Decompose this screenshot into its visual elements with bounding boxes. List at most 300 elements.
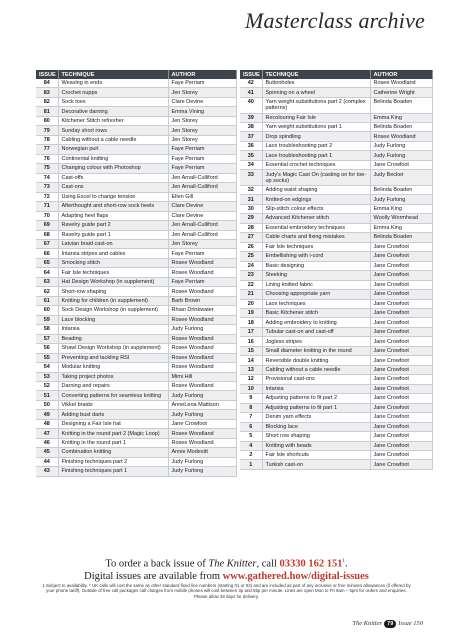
issue-number: 72 — [36, 192, 58, 201]
issue-number: 52 — [36, 382, 58, 391]
author-name: Jane Crowfoot — [370, 441, 432, 450]
issue-number: 30 — [240, 204, 262, 213]
table-row — [240, 88, 432, 97]
author-name: Jane Crowfoot — [370, 261, 432, 270]
technique-name: Yarn weight substitutions part 1 — [262, 122, 370, 131]
author-name: Jane Crowfoot — [168, 419, 236, 428]
author-name: Faye Perriam — [168, 249, 236, 258]
page-title: Masterclass archive — [245, 8, 425, 33]
table-row — [240, 151, 432, 160]
author-name: Faye Perriam — [168, 145, 236, 154]
author-name: Jen Arnall-Culliford — [168, 173, 236, 182]
author-name: Belinda Boaden — [370, 97, 432, 113]
technique-name: Finishing techniques part 1 — [58, 467, 168, 476]
technique-name: Denim yarn effects — [262, 413, 370, 422]
column-header-technique: TECHNIQUE — [58, 70, 168, 79]
author-name: Judy Furlong — [168, 391, 236, 400]
digital-issues-link[interactable]: www.gathered.how/digital-issues — [222, 570, 369, 582]
issue-number: 75 — [36, 164, 58, 173]
table-row — [240, 79, 432, 88]
table-row — [36, 457, 236, 466]
table-row — [36, 249, 236, 258]
author-name: Rosee Woodland — [168, 334, 236, 343]
table-row — [36, 221, 236, 230]
issue-number: 6 — [240, 422, 262, 431]
issue-number: 61 — [36, 296, 58, 305]
digital-issue-line — [0, 571, 453, 583]
page-folio — [352, 620, 423, 628]
issue-number: 55 — [36, 353, 58, 362]
author-name: Rosee Woodland — [168, 429, 236, 438]
table-row — [240, 432, 432, 441]
technique-name: Reversible double knitting — [262, 356, 370, 365]
table-row — [240, 280, 432, 289]
technique-name: Embellishing with i-cord — [262, 252, 370, 261]
author-name: Jane Crowfoot — [370, 451, 432, 460]
technique-name: Cabling without a cable needle — [58, 135, 168, 144]
author-name: Judy Furlong — [370, 195, 432, 204]
table-row — [36, 438, 236, 447]
table-row — [240, 327, 432, 336]
column-header-issue: ISSUE — [36, 70, 58, 79]
issue-number: 69 — [36, 221, 58, 230]
table-row — [240, 403, 432, 412]
author-name: Jane Crowfoot — [370, 375, 432, 384]
technique-name: Using Excel to change tension — [58, 192, 168, 201]
technique-name: Cast-offs — [58, 173, 168, 182]
issue-number: 34 — [240, 160, 262, 169]
author-name: Jen Storey — [168, 116, 236, 125]
table-row — [36, 382, 236, 391]
issue-number: 65 — [36, 258, 58, 267]
issue-number: 28 — [240, 223, 262, 232]
issue-number: 42 — [240, 79, 262, 88]
table-row — [240, 441, 432, 450]
table-row — [36, 325, 236, 334]
issue-number: 16 — [240, 337, 262, 346]
technique-name: Sunday short rows — [58, 126, 168, 135]
author-name: Jane Crowfoot — [370, 160, 432, 169]
technique-name: Lining knitted fabric — [262, 280, 370, 289]
issue-number: 59 — [36, 315, 58, 324]
author-name: Belinda Boaden — [370, 233, 432, 242]
issue-number: 1 — [240, 460, 262, 469]
footnote-marker: 1 — [342, 559, 346, 564]
table-row — [36, 391, 236, 400]
issue-number: 77 — [36, 145, 58, 154]
table-row — [36, 145, 236, 154]
author-name: Emma King — [370, 204, 432, 213]
issue-number: 36 — [240, 141, 262, 150]
author-name: Ellen Gill — [168, 192, 236, 201]
table-row — [240, 214, 432, 223]
author-name: Jen Storey — [168, 126, 236, 135]
author-name: Judy Becker — [370, 170, 432, 186]
issue-number: 35 — [240, 151, 262, 160]
technique-name: Decorative darning — [58, 107, 168, 116]
table-row — [36, 296, 236, 305]
issue-number: 49 — [36, 410, 58, 419]
table-row — [240, 132, 432, 141]
author-name: Emma King — [370, 113, 432, 122]
technique-name: Essential crochet techniques — [262, 160, 370, 169]
cta-text: To order a back issue of — [105, 558, 209, 570]
table-row — [36, 164, 236, 173]
technique-name: Basic designing — [262, 261, 370, 270]
issue-number: 12 — [240, 375, 262, 384]
table-row — [240, 365, 432, 374]
technique-name: Taking project photos — [58, 372, 168, 381]
technique-name: Cast-ons — [58, 183, 168, 192]
author-name: Jane Crowfoot — [370, 460, 432, 469]
issue-number: 84 — [36, 79, 58, 88]
technique-name: Knitting with beads — [262, 441, 370, 450]
technique-name: Fair Isle techniques — [262, 242, 370, 251]
table-row — [36, 154, 236, 163]
technique-name: Ravelry guide part 1 — [58, 230, 168, 239]
technique-name: Sock toes — [58, 97, 168, 106]
issue-number: 40 — [240, 97, 262, 113]
technique-name: Drop spindling — [262, 132, 370, 141]
technique-name: Essential embroidery techniques — [262, 223, 370, 232]
table-row — [36, 173, 236, 182]
author-name: Rosee Woodland — [168, 438, 236, 447]
issue-number: 80 — [36, 116, 58, 125]
author-name: Woolly Wormhead — [370, 214, 432, 223]
archive-table-right — [240, 70, 433, 470]
technique-name: Intarsia — [58, 325, 168, 334]
table-row — [36, 306, 236, 315]
issue-number: 50 — [36, 400, 58, 409]
table-row — [36, 287, 236, 296]
issue-number: 83 — [36, 88, 58, 97]
technique-name: Modular knitting — [58, 363, 168, 372]
table-row — [36, 116, 236, 125]
technique-name: Beading — [58, 334, 168, 343]
table-row — [240, 290, 432, 299]
table-row — [36, 239, 236, 248]
table-row — [36, 183, 236, 192]
technique-name: Lace troubleshooting part 2 — [262, 141, 370, 150]
issue-number: 27 — [240, 233, 262, 242]
author-name: Jane Crowfoot — [370, 403, 432, 412]
technique-name: Jogless stripes — [262, 337, 370, 346]
table-row — [240, 170, 432, 186]
author-name: Jane Crowfoot — [370, 308, 432, 317]
author-name: Jane Crowfoot — [370, 346, 432, 355]
table-row — [240, 252, 432, 261]
technique-name: Turkish cast-on — [262, 460, 370, 469]
author-name: Faye Perriam — [168, 154, 236, 163]
table-row — [240, 204, 432, 213]
issue-number: 67 — [36, 239, 58, 248]
author-name: Rhian Drinkwater — [168, 306, 236, 315]
table-row — [36, 192, 236, 201]
issue-number: 82 — [36, 97, 58, 106]
technique-name: Lace troubleshooting part 1 — [262, 151, 370, 160]
author-name: Jane Crowfoot — [370, 356, 432, 365]
table-row — [240, 318, 432, 327]
technique-name: Basic Kitchener stitch — [262, 308, 370, 317]
issue-number: 24 — [240, 261, 262, 270]
technique-name: Intarsia — [262, 384, 370, 393]
issue-number: 13 — [240, 365, 262, 374]
technique-name: Judy's Magic Cast On (casting on for toe-up socks) — [262, 170, 370, 186]
table-row — [36, 400, 236, 409]
author-name: Judy Furlong — [168, 457, 236, 466]
issue-number: 63 — [36, 277, 58, 286]
technique-name: Lace techniques — [262, 299, 370, 308]
technique-name: Fair Isle shortcuts — [262, 451, 370, 460]
issue-number: 78 — [36, 135, 58, 144]
issue-number: 2 — [240, 451, 262, 460]
author-name: Barb Brown — [168, 296, 236, 305]
issue-number: 19 — [240, 308, 262, 317]
table-row — [240, 460, 432, 469]
author-name: Rosee Woodland — [168, 315, 236, 324]
table-row — [36, 268, 236, 277]
author-name: Judy Furlong — [168, 467, 236, 476]
cta-text: . — [345, 558, 348, 570]
author-name: Faye Perriam — [168, 164, 236, 173]
issue-number: 14 — [240, 356, 262, 365]
author-name: Jane Crowfoot — [370, 290, 432, 299]
technique-name: Smocking stitch — [58, 258, 168, 267]
table-header-row — [36, 70, 236, 79]
technique-name: Tubular cast-on and cast-off — [262, 327, 370, 336]
table-row — [36, 353, 236, 362]
technique-name: Shawl Design Workshop (in supplement) — [58, 344, 168, 353]
author-name: Rosee Woodland — [168, 258, 236, 267]
technique-name: Changing colour with Photoshop — [58, 164, 168, 173]
table-row — [36, 467, 236, 476]
author-name: Jane Crowfoot — [370, 432, 432, 441]
technique-name: Latvian braid cast-on — [58, 239, 168, 248]
author-name: Clare Devine — [168, 202, 236, 211]
issue-number: 32 — [240, 185, 262, 194]
issue-number: 58 — [36, 325, 58, 334]
table-row — [36, 363, 236, 372]
column-header-issue: ISSUE — [240, 70, 262, 79]
author-name: Belinda Boaden — [370, 122, 432, 131]
technique-name: Fair Isle techniques — [58, 268, 168, 277]
table-row — [240, 233, 432, 242]
technique-name: Yarn weight substitutions part 2 (complex patterns) — [262, 97, 370, 113]
table-header-row — [240, 70, 432, 79]
issue-number: 43 — [36, 467, 58, 476]
table-row — [240, 113, 432, 122]
issue-number: 31 — [240, 195, 262, 204]
table-row — [240, 375, 432, 384]
author-name: Judy Furlong — [370, 151, 432, 160]
issue-number: 39 — [240, 113, 262, 122]
technique-name: Converting patterns for seamless knitting — [58, 391, 168, 400]
author-name: Jen Arnall-Culliford — [168, 183, 236, 192]
issue-number: 41 — [240, 88, 262, 97]
issue-number: 74 — [36, 173, 58, 182]
author-name: Rosee Woodland — [168, 363, 236, 372]
issue-number: 62 — [36, 287, 58, 296]
page-number: 79 — [384, 620, 396, 628]
technique-name: Small diameter knitting in the round — [262, 346, 370, 355]
author-name: Jane Crowfoot — [370, 394, 432, 403]
technique-name: Steeking — [262, 271, 370, 280]
issue-number: 9 — [240, 394, 262, 403]
issue-number: 45 — [36, 448, 58, 457]
technique-name: Cabling without a cable needle — [262, 365, 370, 374]
author-name: Jane Crowfoot — [370, 337, 432, 346]
author-name: Rosee Woodland — [168, 353, 236, 362]
table-row — [36, 88, 236, 97]
author-name: Jane Crowfoot — [370, 299, 432, 308]
technique-name: Knitting for children (in supplement) — [58, 296, 168, 305]
issue-number: 7 — [240, 413, 262, 422]
folio-issue: Issue 150 — [398, 620, 423, 627]
table-row — [240, 97, 432, 113]
technique-name: Lace blocking — [58, 315, 168, 324]
issue-number: 64 — [36, 268, 58, 277]
author-name: Jane Crowfoot — [370, 384, 432, 393]
author-name: Belinda Boaden — [370, 185, 432, 194]
technique-name: Spinning on a wheel — [262, 88, 370, 97]
issue-number: 26 — [240, 242, 262, 251]
author-name: Jane Crowfoot — [370, 280, 432, 289]
technique-name: Knitting in the round part 1 — [58, 438, 168, 447]
technique-name: Choosing appropriate yarn — [262, 290, 370, 299]
table-row — [240, 337, 432, 346]
technique-name: Continental knitting — [58, 154, 168, 163]
technique-name: Sock Design Workshop (in supplement) — [58, 306, 168, 315]
issue-number: 53 — [36, 372, 58, 381]
author-name: Emma Vining — [168, 107, 236, 116]
table-row — [36, 107, 236, 116]
technique-name: Cable charts and fixing mistakes — [262, 233, 370, 242]
table-row — [36, 429, 236, 438]
author-name: Jen Storey — [168, 135, 236, 144]
issue-number: 76 — [36, 154, 58, 163]
technique-name: Adjusting patterns to fit part 1 — [262, 403, 370, 412]
table-row — [36, 419, 236, 428]
technique-name: Darning and repairs — [58, 382, 168, 391]
issue-number: 20 — [240, 299, 262, 308]
technique-name: Adapting heel flaps — [58, 211, 168, 220]
technique-name: Short row shaping — [262, 432, 370, 441]
table-row — [36, 448, 236, 457]
author-name: Jen Arnall-Culliford — [168, 221, 236, 230]
issue-number: 4 — [240, 441, 262, 450]
column-header-technique: TECHNIQUE — [262, 70, 370, 79]
technique-name: Ravelry guide part 2 — [58, 221, 168, 230]
issue-number: 66 — [36, 249, 58, 258]
table-row — [240, 185, 432, 194]
issue-number: 54 — [36, 363, 58, 372]
table-row — [240, 242, 432, 251]
issue-number: 29 — [240, 214, 262, 223]
issue-number: 46 — [36, 438, 58, 447]
technique-name: Adding embroidery to knitting — [262, 318, 370, 327]
column-header-author: AUTHOR — [168, 70, 236, 79]
issue-number: 5 — [240, 432, 262, 441]
technique-name: Crochet nupps — [58, 88, 168, 97]
table-row — [36, 277, 236, 286]
table-row — [240, 394, 432, 403]
technique-name: Adding bust darts — [58, 410, 168, 419]
technique-name: Slip-stitch colour effects — [262, 204, 370, 213]
issue-number: 79 — [36, 126, 58, 135]
author-name: Mimi Hill — [168, 372, 236, 381]
cta-text: Digital issues are available from — [84, 570, 223, 582]
issue-number: 51 — [36, 391, 58, 400]
technique-name: Intarsia stripes and cables — [58, 249, 168, 258]
technique-name: Norwegian purl — [58, 145, 168, 154]
issue-number: 44 — [36, 457, 58, 466]
issue-number: 10 — [240, 384, 262, 393]
table-row — [240, 356, 432, 365]
issue-number: 70 — [36, 211, 58, 220]
table-row — [240, 346, 432, 355]
table-row — [36, 258, 236, 267]
issue-number: 47 — [36, 429, 58, 438]
table-row — [36, 79, 236, 88]
table-row — [36, 344, 236, 353]
back-issue-line — [0, 556, 453, 571]
magazine-name: The Knitter — [208, 558, 257, 570]
author-name: Clare Devine — [168, 211, 236, 220]
author-name: Rosee Woodland — [168, 382, 236, 391]
issue-number: 68 — [36, 230, 58, 239]
table-row — [36, 202, 236, 211]
issue-number: 38 — [240, 122, 262, 131]
table-row — [240, 451, 432, 460]
author-name: AnneLena Mattison — [168, 400, 236, 409]
issue-number: 18 — [240, 318, 262, 327]
author-name: Rosee Woodland — [370, 79, 432, 88]
table-row — [240, 122, 432, 131]
author-name: Rosee Woodland — [168, 268, 236, 277]
issue-number: 71 — [36, 202, 58, 211]
table-row — [240, 308, 432, 317]
issue-number: 73 — [36, 183, 58, 192]
author-name: Judy Furlong — [370, 141, 432, 150]
issue-number: 33 — [240, 170, 262, 186]
technique-name: Vikkel braids — [58, 400, 168, 409]
technique-name: Advanced Kitchener stitch — [262, 214, 370, 223]
issue-number: 17 — [240, 327, 262, 336]
author-name: Rosee Woodland — [168, 344, 236, 353]
issue-number: 15 — [240, 346, 262, 355]
cta-text: , call — [256, 558, 280, 570]
technique-name: Afterthought and short-row sock heels — [58, 202, 168, 211]
table-row — [36, 126, 236, 135]
author-name: Clare Devine — [168, 97, 236, 106]
table-row — [36, 410, 236, 419]
author-name: Catherine Wright — [370, 88, 432, 97]
issue-number: 8 — [240, 403, 262, 412]
author-name: Jen Storey — [168, 88, 236, 97]
author-name: Jane Crowfoot — [370, 252, 432, 261]
technique-name: Finishing techniques part 2 — [58, 457, 168, 466]
author-name: Emma King — [370, 223, 432, 232]
table-row — [240, 141, 432, 150]
technique-name: Provisional cast-ons — [262, 375, 370, 384]
technique-name: Preventing and tackling RSI — [58, 353, 168, 362]
technique-name: Short-row shaping — [58, 287, 168, 296]
technique-name: Kitchener Stitch refresher — [58, 116, 168, 125]
issue-number: 60 — [36, 306, 58, 315]
archive-table-left — [36, 70, 237, 477]
issue-number: 37 — [240, 132, 262, 141]
issue-number: 25 — [240, 252, 262, 261]
